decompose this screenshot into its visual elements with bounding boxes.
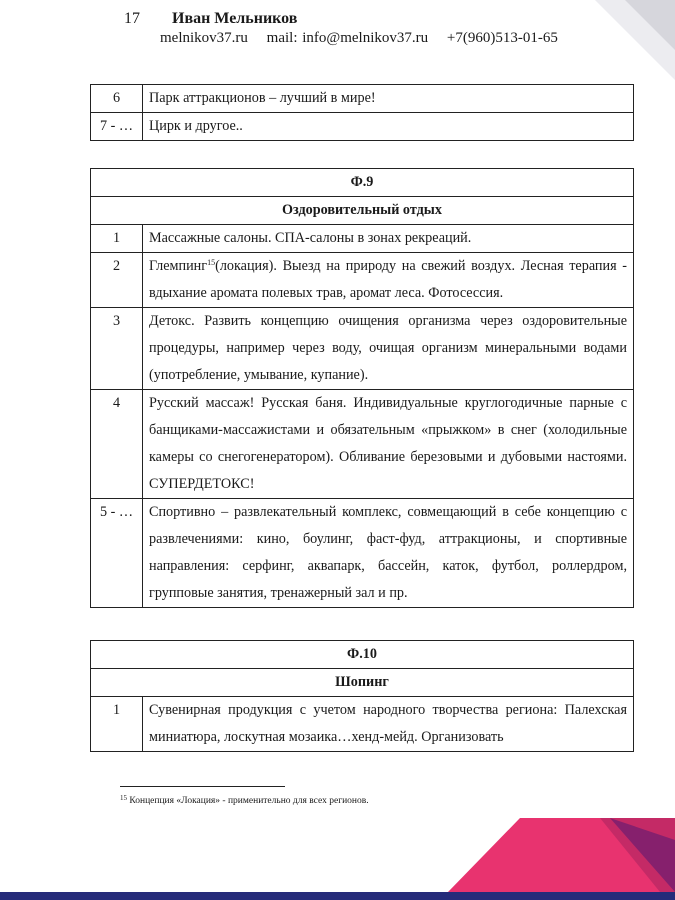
author-name: Иван Мельников (172, 10, 298, 27)
table-row (91, 697, 634, 752)
website-link[interactable]: melnikov37.ru (160, 30, 248, 46)
footnote (120, 796, 369, 806)
row-number: 4 (91, 390, 143, 499)
row-text: Массажные салоны. СПА-салоны в зонах рекреаций. (143, 225, 634, 253)
footnote-text: Концепция «Локация» - применительно для всех регионов. (129, 796, 369, 806)
page-number: 17 (124, 10, 140, 27)
table-row (91, 308, 634, 390)
row-text: Сувенирная продукция с учетом народного творчества региона: Палехская миниатюра, лоскутная мозаика…хенд-мейд. Организовать (143, 697, 634, 752)
table-f10 (90, 640, 634, 752)
row-text: Цирк и другое.. (143, 113, 634, 141)
row-number: 1 (91, 225, 143, 253)
row-number: 7 - … (91, 113, 143, 141)
table-title-row (91, 197, 634, 225)
row-text: Детокс. Развить концепцию очищения организма через оздоровительные процедуры, например через воду, очищая организм минеральными водами (употребление, умывание, купание). (143, 308, 634, 390)
row-text-start: Глемпинг (149, 258, 208, 274)
table-title-row (91, 669, 634, 697)
row-text: Спортивно – развлекательный комплекс, совмещающий в себе концепцию с развлечениями: кино, боулинг, фаст-фуд, аттракционы, и спортивные направления: серфинг, аквапарк, бассейн, каток, футбол, роллердром, групповые занятия, тренажерный зал и пр. (143, 499, 634, 608)
email-link[interactable]: mail: info@melnikov37.ru (266, 30, 429, 46)
row-number: 2 (91, 253, 143, 308)
row-number: 5 - … (91, 499, 143, 608)
row-number: 6 (91, 85, 143, 113)
table-row (91, 225, 634, 253)
phone-number: +7(960)513-01-65 (446, 30, 558, 46)
table-f9 (90, 168, 634, 608)
table-row (91, 390, 634, 499)
table-code-row (91, 169, 634, 197)
footnote-separator (120, 786, 285, 787)
table-row (91, 499, 634, 608)
table-code-row (91, 641, 634, 669)
row-text: Парк аттракционов – лучший в мире! (143, 85, 634, 113)
table-continuation (90, 84, 634, 141)
corner-decoration (595, 0, 675, 80)
row-number: 3 (91, 308, 143, 390)
table-title: Оздоровительный отдых (91, 197, 634, 225)
table-row (91, 85, 634, 113)
table-title: Шопинг (91, 669, 634, 697)
row-text: Русский массаж! Русская баня. Индивидуальные круглогодичные парные с банщиками-массажистами и обязательным «прыжком» в снег (холодильные камеры со снегогенератором). Обливание березовыми и дубовыми настоями. СУПЕРДЕТОКС! (143, 390, 634, 499)
table-row (91, 253, 634, 308)
row-text (143, 253, 634, 308)
footnote-mark: 15 (120, 794, 127, 802)
table-row (91, 113, 634, 141)
row-number: 1 (91, 697, 143, 752)
contact-line (160, 30, 572, 47)
table-code: Ф.9 (91, 169, 634, 197)
table-code: Ф.10 (91, 641, 634, 669)
row-text-rest: (локация). Выезд на природу на свежий воздух. Лесная терапия - вдыхание аромата полевых трав, аромат леса. Фотосессия. (149, 258, 627, 301)
footnote-reference[interactable]: 15 (207, 258, 216, 267)
